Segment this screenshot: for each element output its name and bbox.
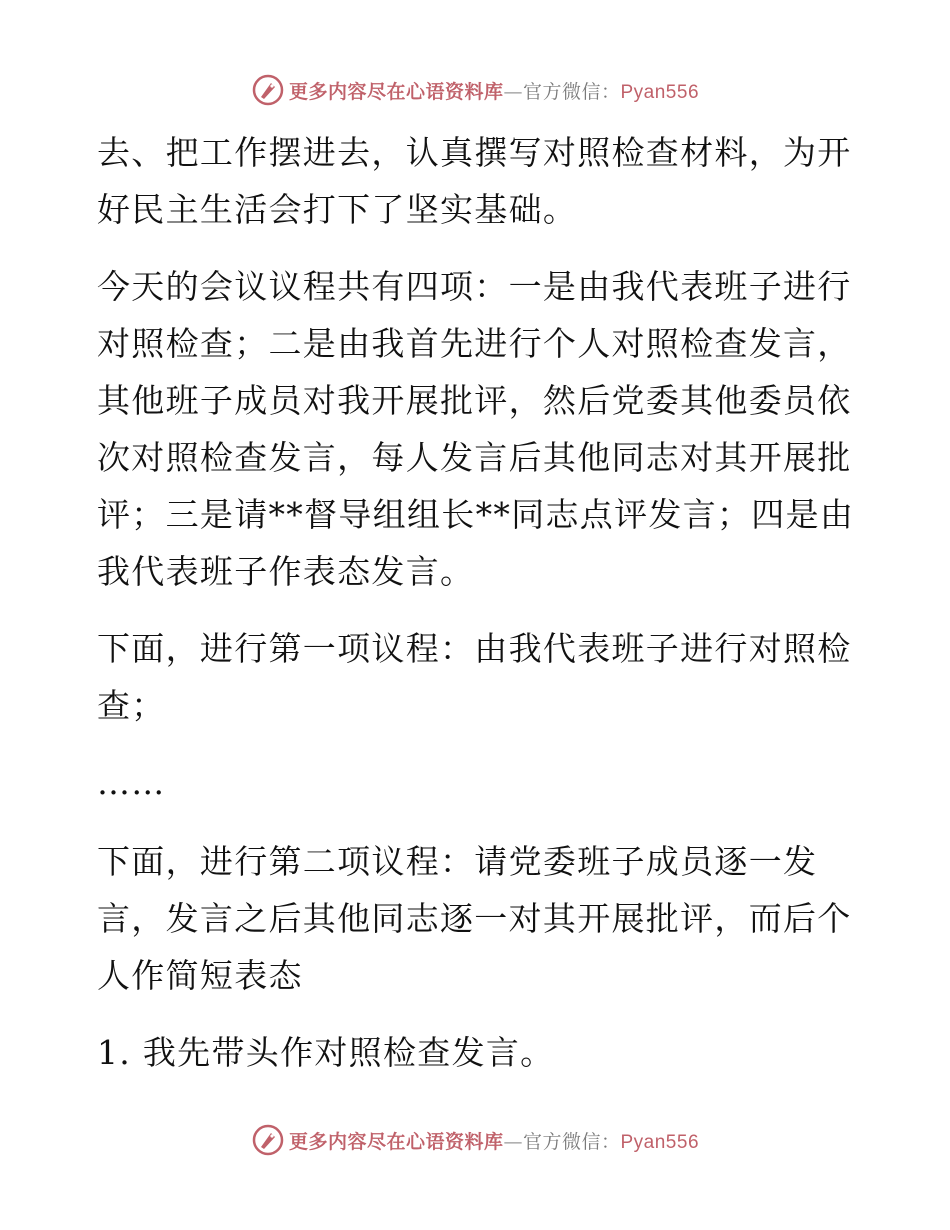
paragraph-second-item: 下面，进行第二项议程：请党委班子成员逐一发言，发言之后其他同志逐一对其开展批评，而后个人作简短表态: [97, 842, 852, 995]
pen-nib-logo-icon: [251, 1123, 285, 1157]
header-watermark-banner: [0, 70, 950, 110]
banner-wechat-id: Pyan556: [620, 81, 700, 103]
banner-wechat-id: Pyan556: [620, 1131, 700, 1153]
banner-lead: 更多内容尽在心语资料库: [288, 1130, 504, 1153]
banner-dash: —: [503, 80, 523, 103]
pen-nib-logo-icon: [251, 73, 285, 107]
banner-label: 官方微信：: [522, 80, 621, 103]
footer-watermark-banner: [0, 1120, 950, 1160]
paragraph-numbered-1: 1. 我先带头作对照检查发言。: [97, 1033, 555, 1072]
paragraph-continuation: 去、把工作摆进去，认真撰写对照检查材料，为开好民主生活会打下了坚实基础。: [97, 133, 852, 229]
banner-dash: —: [503, 1130, 523, 1153]
paragraph-ellipsis: ……: [97, 763, 166, 802]
footer-banner-text: [289, 1127, 699, 1154]
paragraph-first-item: 下面，进行第一项议程：由我代表班子进行对照检查；: [97, 629, 852, 725]
document-body: [97, 124, 857, 1101]
header-banner-text: [289, 77, 699, 104]
banner-label: 官方微信：: [522, 1130, 621, 1153]
paragraph-agenda: 今天的会议议程共有四项：一是由我代表班子进行对照检查；二是由我首先进行个人对照检查发言，其他班子成员对我开展批评，然后党委其他委员依次对照检查发言，每人发言后其他同志对其开展批评；三是请**督导组组长**同志点评发言；四是由我代表班子作表态发言。: [97, 267, 855, 591]
banner-lead: 更多内容尽在心语资料库: [288, 80, 504, 103]
